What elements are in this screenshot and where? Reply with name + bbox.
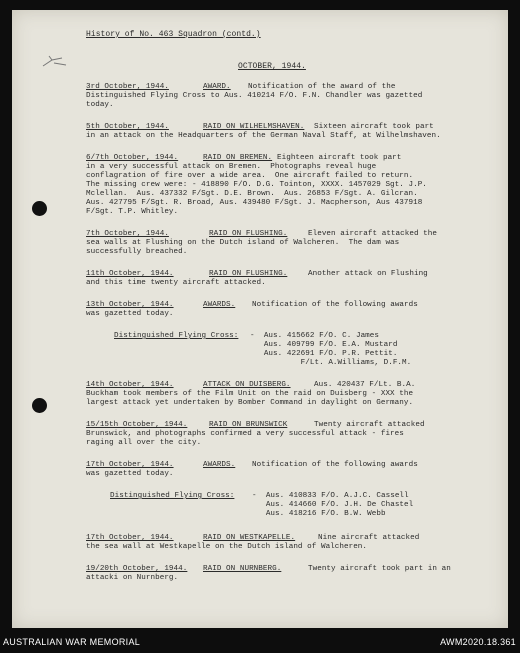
entry-text: attacki on Nurnberg. (86, 574, 179, 582)
punch-hole-top (32, 201, 47, 216)
entry-text: in an attack on the Headquarters of the German Naval Staff, at Wilhelmshaven. (86, 132, 441, 140)
entry-heading: ATTACK ON DUISBERG. (203, 381, 291, 389)
punch-hole-bottom (32, 398, 47, 413)
entry-text: raging all over the city. (86, 439, 202, 447)
entry-text: Notification of the following awards (252, 461, 418, 469)
entry-heading: AWARDS. (203, 301, 236, 309)
entry-text: Brunswick, and photographs confirmed a very successful attack - fires (86, 430, 404, 438)
award-recipient: F/Lt. A.Williams, D.F.M. (250, 359, 412, 367)
entry-heading: RAID ON WILHELMSHAVEN. (203, 123, 305, 131)
entry-text: Notification of the award of the (248, 83, 396, 91)
footer-institution: AUSTRALIAN WAR MEMORIAL (3, 637, 141, 647)
entry-text: Twenty aircraft took part in an (308, 565, 451, 573)
entry-text: was gazetted today. (86, 310, 174, 318)
entry-heading: RAID ON FLUSHING. (209, 270, 288, 278)
entry-heading: RAID ON NURNBERG. (203, 565, 282, 573)
entry-text: Notification of the following awards (252, 301, 418, 309)
entry-text: Aus. 420437 F/Lt. B.A. (314, 381, 416, 389)
entry-text: was gazetted today. (86, 470, 174, 478)
entry-text: Twenty aircraft attacked (314, 421, 425, 429)
entry-text: today. (86, 101, 114, 109)
entry-date: 3rd October, 1944. (86, 83, 169, 91)
entry-text: The missing crew were: - 418890 F/O. D.G. Tointon, XXXX. 1457029 Sgt. J.P. (86, 181, 427, 189)
entry-date: 6/7th October, 1944. (86, 154, 179, 162)
award-title: Distinguished Flying Cross: (110, 492, 235, 500)
entry-text: F/Sgt. T.P. Whitley. (86, 208, 179, 216)
entry-text: conflagration of fire over a wide area. One aircraft failed to return. (86, 172, 414, 180)
entry-date: 13th October, 1944. (86, 301, 174, 309)
entry-text: Distinguished Flying Cross to Aus. 410214 F/O. F.N. Chandler was gazetted (86, 92, 423, 100)
entry-date: 11th October, 1944. (86, 270, 174, 278)
month-heading: OCTOBER, 1944. (238, 62, 306, 71)
footer-accession-number: AWM2020.18.361 (440, 637, 516, 647)
award-recipient: Aus. 414660 F/O. J.H. De Chastel (252, 501, 414, 509)
award-recipient: - Aus. 415662 F/O. C. James (250, 332, 379, 340)
entry-text: and this time twenty aircraft attacked. (86, 279, 266, 287)
entry-text: Sixteen aircraft took part (314, 123, 434, 131)
entry-text: Another attack on Flushing (308, 270, 428, 278)
entry-text: Aus. 427795 F/Sgt. R. Broad, Aus. 439480 F/Sgt. J. Macpherson, Aus 437918 (86, 199, 423, 207)
entry-heading: RAID ON WESTKAPELLE. (203, 534, 296, 542)
entry-date: 17th October, 1944. (86, 534, 174, 542)
award-recipient: Aus. 418216 F/O. B.W. Webb (252, 510, 386, 518)
entry-text: in a very successful attack on Bremen. Photographs reveal huge (86, 163, 377, 171)
entry-heading: AWARDS. (203, 461, 236, 469)
award-recipient: - Aus. 410833 F/O. A.J.C. Cassell (252, 492, 409, 500)
entry-text: successfully breached. (86, 248, 188, 256)
entry-date: 19/20th October, 1944. (86, 565, 188, 573)
entry-heading: RAID ON FLUSHING. (209, 230, 288, 238)
entry-text: Buckham took members of the Film Unit on the raid on Duisberg - XXX the (86, 390, 414, 398)
entry-text: Eleven aircraft attacked the (308, 230, 437, 238)
entry-date: 17th October, 1944. (86, 461, 174, 469)
award-recipient: Aus. 409799 F/O. E.A. Mustard (250, 341, 398, 349)
staple-mark (40, 54, 70, 70)
entry-text: Eighteen aircraft took part (277, 154, 402, 162)
entry-heading: AWARD. (203, 83, 231, 91)
entry-text: largest attack yet undertaken by Bomber Command in daylight on Germany. (86, 399, 414, 407)
document-header: History of No. 463 Squadron (contd.) (86, 30, 261, 39)
entry-text: Nine aircraft attacked (318, 534, 420, 542)
entry-date: 15/15th October, 1944. (86, 421, 188, 429)
document-page (12, 10, 508, 628)
entry-heading: RAID ON BRUNSWICK (209, 421, 288, 429)
entry-date: 14th October, 1944. (86, 381, 174, 389)
entry-text: Mclellan. Aus. 437332 F/Sgt. D.E. Brown. Aus. 26853 F/Sgt. A. Gilcran. (86, 190, 418, 198)
entry-date: 5th October, 1944. (86, 123, 169, 131)
entry-text: sea walls at Flushing on the Dutch island of Walcheren. The dam was (86, 239, 400, 247)
award-title: Distinguished Flying Cross: (114, 332, 239, 340)
entry-heading: RAID ON BREMEN. (203, 154, 273, 162)
award-recipient: Aus. 422691 F/O. P.R. Pettit. (250, 350, 398, 358)
entry-text: the sea wall at Westkapelle on the Dutch island of Walcheren. (86, 543, 368, 551)
entry-date: 7th October, 1944. (86, 230, 169, 238)
